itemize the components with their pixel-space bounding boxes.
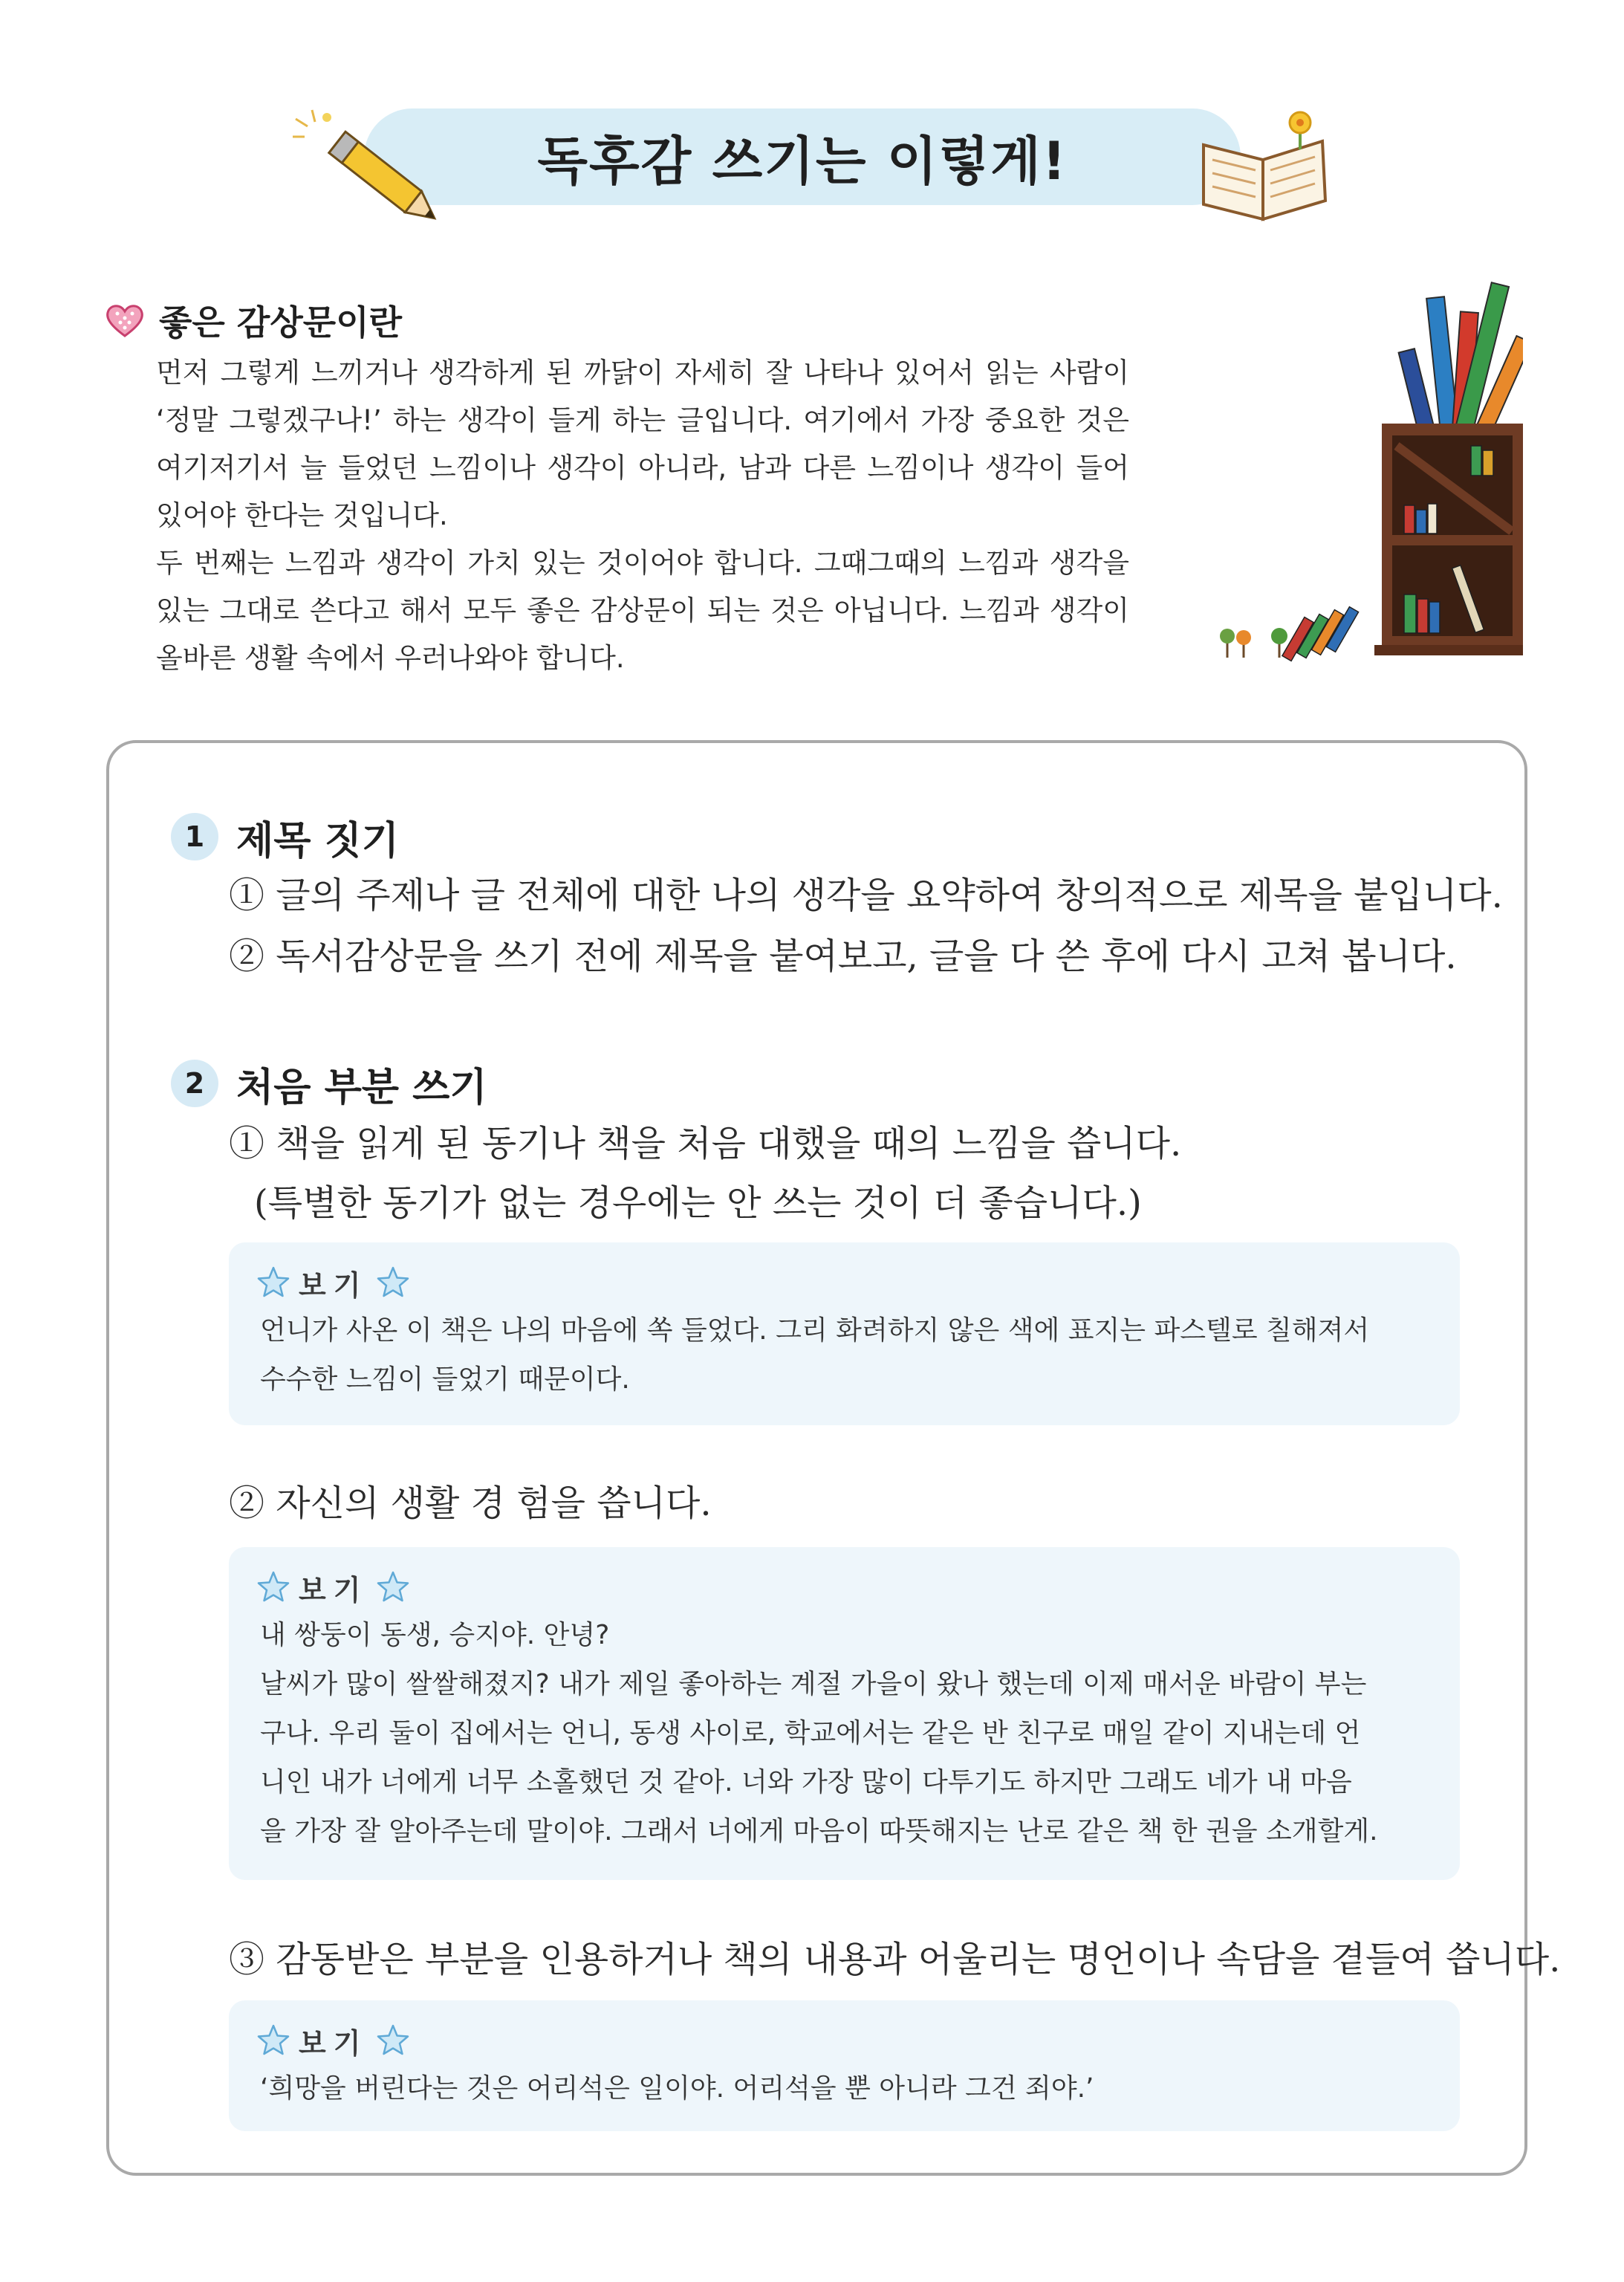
example-text	[260, 1611, 1433, 1856]
example-label: 보기	[299, 1268, 368, 1302]
intro-body	[156, 349, 1129, 682]
intro-heading: 좋은 감상문이란	[159, 302, 403, 343]
star-icon	[375, 1265, 411, 1300]
example-box	[229, 1547, 1460, 1880]
star-icon	[375, 1569, 411, 1605]
example-line: 언니가 사온 이 책은 나의 마음에 쏙 들었다. 그리 화려하지 않은 색에 표지는 파스텔로 칠해져서	[260, 1315, 1370, 1346]
star-icon	[256, 2023, 291, 2058]
example-line: 을 가장 잘 알아주는데 말이야. 그래서 너에게 마음이 따뜻해지는 난로 같은 책 한 권을 소개할게.	[260, 1816, 1378, 1847]
section-item: ① 책을 읽게 된 동기나 책을 처음 대했을 때의 느낌을 씁니다.	[229, 1123, 1182, 1164]
example-header	[256, 1263, 1433, 1302]
section-title: 처음 부분 쓰기	[236, 1065, 487, 1110]
example-line: 구나. 우리 둘이 집에서는 언니, 동생 사이로, 학교에서는 같은 반 친구로 매일 같이 지내는데 언	[260, 1718, 1361, 1748]
section-item-note: (특별한 동기가 없는 경우에는 안 쓰는 것이 더 좋습니다.)	[254, 1182, 1142, 1224]
example-label: 보기	[299, 2026, 368, 2060]
section-item: ③ 감동받은 부분을 인용하거나 책의 내용과 어울리는 명언이나 속담을 곁들여 씁니다.	[229, 1939, 1561, 1980]
example-line: 니인 내가 너에게 너무 소홀했던 것 같아. 너와 가장 많이 다투기도 하지만 그래도 네가 내 마음	[260, 1767, 1352, 1798]
bookshelf-icon	[1211, 268, 1523, 669]
section-header	[171, 810, 399, 863]
star-icon	[256, 1265, 291, 1300]
page-title: 독후감 쓰기는 이렇게!	[537, 130, 1068, 192]
example-line: ‘희망을 버린다는 것은 어리석은 일이야. 어리석을 뿐 아니라 그건 죄야.’	[260, 2073, 1094, 2104]
intro-paragraph: 먼저 그렇게 느끼거나 생각하게 된 까닭이 자세히 잘 나타나 있어서 읽는 사람이 ‘정말 그렇겠구나!’ 하는 생각이 들게 하는 글입니다. 여기에서 가장 중요한 것은 여기저기서 늘 들었던 느낌이나 생각이 아니라, 남과 다른 느낌이나 생각이 들어 있어야 한다는 것입니다.	[156, 357, 1129, 531]
section-title: 제목 짓기	[236, 818, 400, 863]
example-line: 수수한 느낌이 들었기 때문이다.	[260, 1364, 630, 1395]
example-line: 날씨가 많이 쌀쌀해졌지? 내가 제일 좋아하는 계절 가을이 왔나 했는데 이제 매서운 바람이 부는	[260, 1669, 1367, 1699]
section-item: ② 독서감상문을 쓰기 전에 제목을 붙여보고, 글을 다 쓴 후에 다시 고쳐 봅니다.	[229, 936, 1457, 977]
section-item: ① 글의 주제나 글 전체에 대한 나의 생각을 요약하여 창의적으로 제목을 붙입니다.	[229, 875, 1503, 916]
example-header	[256, 2021, 1433, 2060]
heart-icon	[104, 302, 146, 339]
intro-paragraph: 두 번째는 느낌과 생각이 가치 있는 것이어야 합니다. 그때그때의 느낌과 생각을 있는 그대로 쓴다고 해서 모두 좋은 감상문이 되는 것은 아닙니다. 느낌과 생각이 올바른 생활 속에서 우러나와야 합니다.	[156, 547, 1129, 674]
star-icon	[256, 1569, 291, 1605]
star-icon	[375, 2023, 411, 2058]
example-box	[229, 1242, 1460, 1425]
example-label: 보기	[299, 1573, 368, 1607]
example-line: 내 쌍둥이 동생, 승지야. 안녕?	[260, 1620, 610, 1650]
section-number-badge: 1	[171, 813, 218, 860]
example-text	[260, 2064, 1433, 2113]
example-box	[229, 2000, 1460, 2131]
section-number-badge: 2	[171, 1060, 218, 1107]
section-header	[171, 1057, 487, 1110]
example-header	[256, 1568, 1433, 1607]
intro-header	[104, 294, 402, 346]
example-text	[260, 1306, 1433, 1404]
section-item: ② 자신의 생활 경 험을 씁니다.	[229, 1482, 712, 1524]
